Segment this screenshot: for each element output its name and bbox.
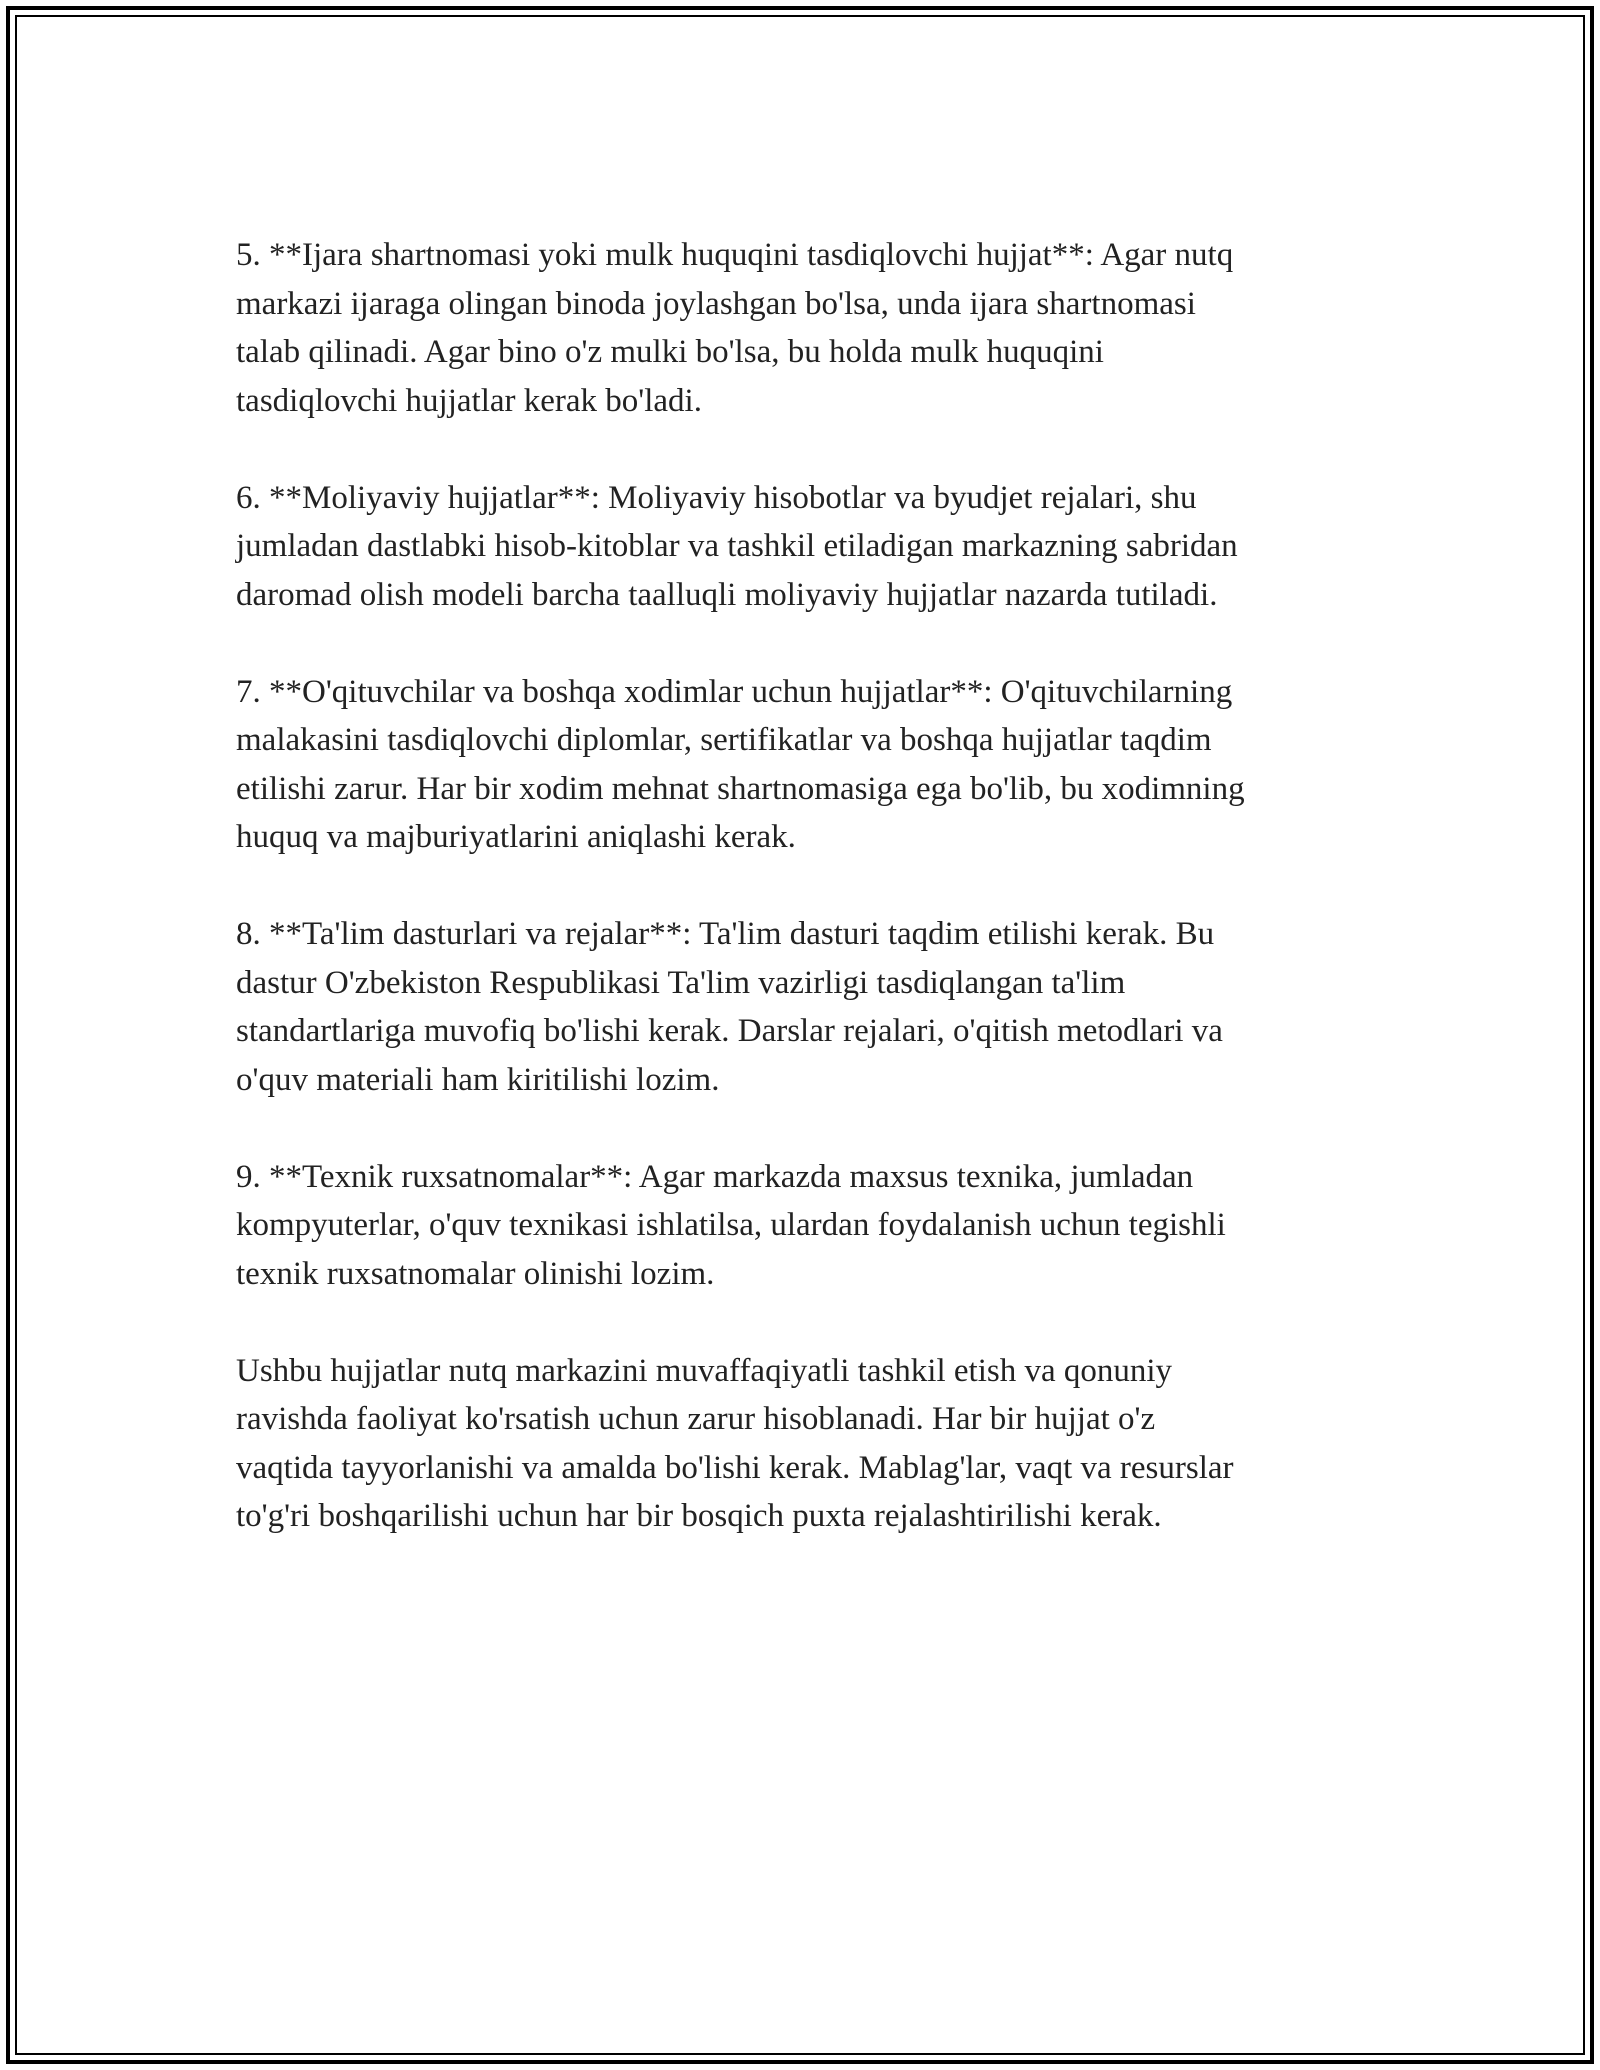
paragraph-item-9: 9. **Texnik ruxsatnomalar**: Agar markazda maxsus texnika, jumladan kompyuterlar, o'quv texnikasi ishlatilsa, ulardan foydalanish uchun tegishli texnik ruxsatnomalar olinishi lozim. [236, 1158, 1226, 1292]
paragraph-conclusion: Ushbu hujjatlar nutq markazini muvaffaqiyatli tashkil etish va qonuniy ravishda faoliyat ko'rsatish uchun zarur hisoblanadi. Har bir hujjat o'z vaqtida tayyorlanishi va amalda bo'lishi kerak. Mablag'lar, vaqt va resurslar to'g'ri boshqarilishi uchun har bir bosqich puxta rejalashtirilishi kerak. [236, 1352, 1234, 1534]
document-body [236, 231, 1376, 1541]
paragraph-item-5: 5. **Ijara shartnomasi yoki mulk huquqini tasdiqlovchi hujjat**: Agar nutq markazi ijaraga olingan binoda joylashgan bo'lsa, unda ijara shartnomasi talab qilinadi. Agar bino o'z mulki bo'lsa, bu holda mulk huquqini tasdiqlovchi hujjatlar kerak bo'ladi. [236, 237, 1234, 419]
paragraph-item-6: 6. **Moliyaviy hujjatlar**: Moliyaviy hisobotlar va byudjet rejalari, shu jumladan dastlabki hisob-kitoblar va tashkil etiladigan markazning sabridan daromad olish modeli barcha taalluqli moliyaviy hujjatlar nazarda tutiladi. [236, 479, 1238, 613]
paragraph-item-7: 7. **O'qituvchilar va boshqa xodimlar uchun hujjatlar**: O'qituvchilarning malakasini tasdiqlovchi diplomlar, sertifikatlar va boshqa hujjatlar taqdim etilishi zarur. Har bir xodim mehnat shartnomasiga ega bo'lib, bu xodimning huquq va majburiyatlarini aniqlashi kerak. [236, 673, 1245, 855]
paragraph-item-8: 8. **Ta'lim dasturlari va rejalar**: Ta'lim dasturi taqdim etilishi kerak. Bu dastur O'zbekiston Respublikasi Ta'lim vazirligi tasdiqlangan ta'lim standartlariga muvofiq bo'lishi kerak. Darslar rejalari, o'qitish metodlari va o'quv materiali ham kiritilishi lozim. [236, 916, 1223, 1098]
